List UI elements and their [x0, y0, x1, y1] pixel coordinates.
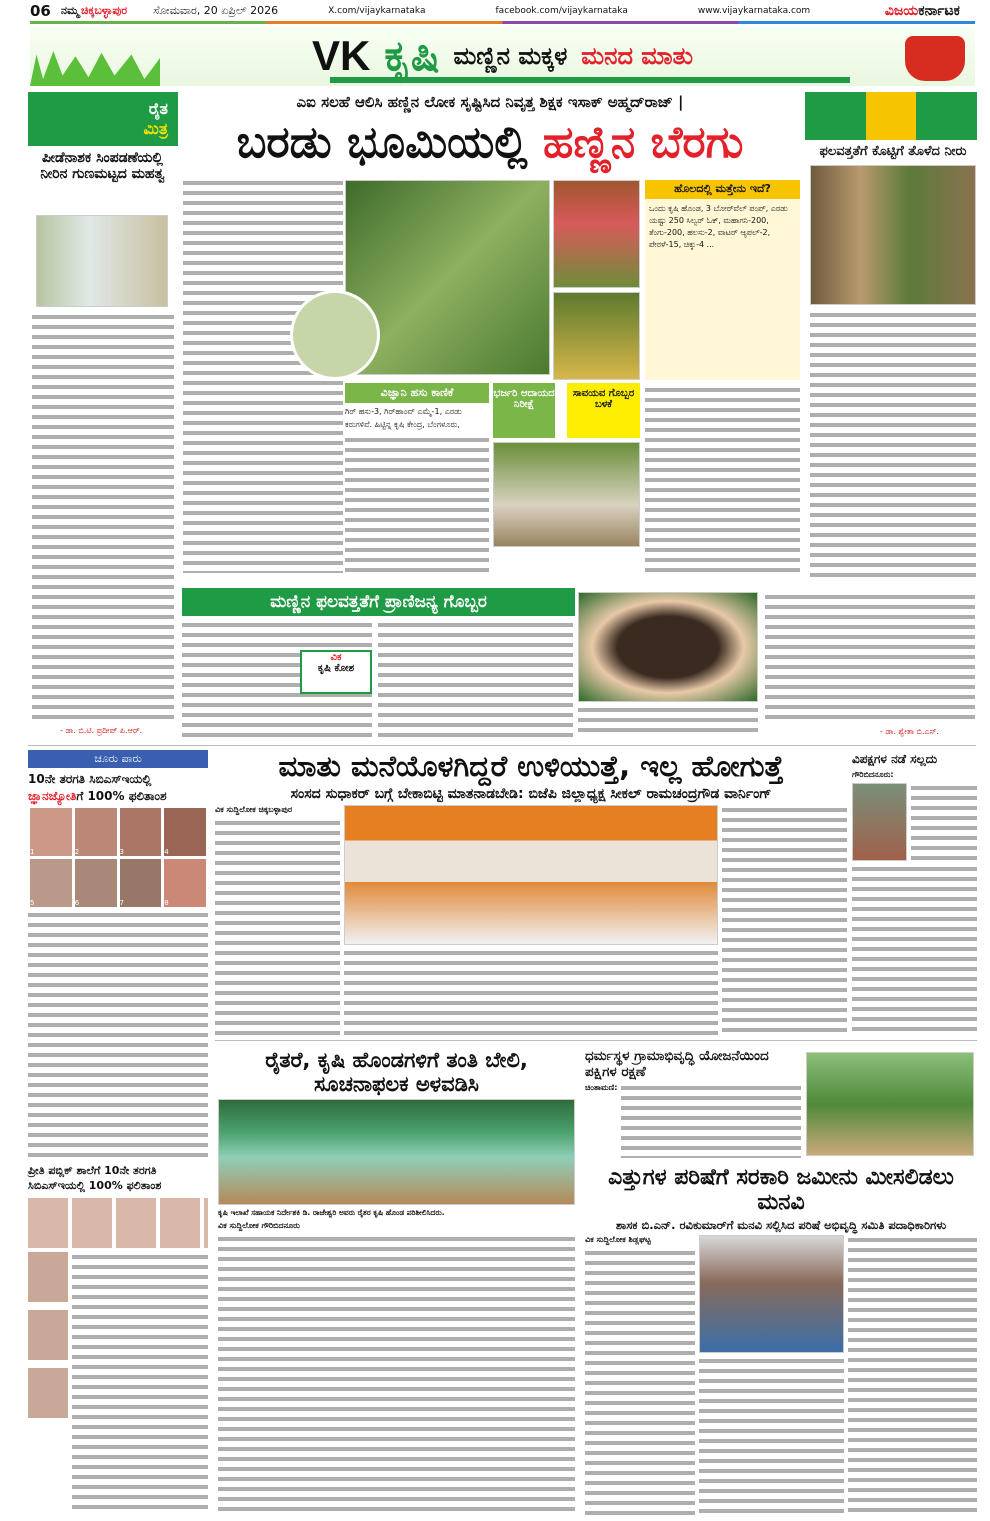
- vk-logo: VK: [312, 32, 371, 79]
- fence-dateline: ವಿಕ ಸುದ್ದಿಲೋಕ ಗೌರಿಬಿದನೂರು: [218, 1221, 300, 1231]
- grass-left: [30, 51, 160, 86]
- opposition-headline: ವಿಪಕ್ಷಗಳ ನಡೆ ಸಲ್ಲದು: [852, 752, 938, 766]
- birds-headline: ಧರ್ಮಸ್ಥಳ ಗ್ರಾಮಾಭಿವೃದ್ಧಿ ಯೋಜನೆಯಿಂದ ಪಕ್ಷಿಗಳ ರಕ್ಷಣೆ: [585, 1048, 769, 1081]
- right-top-body: [810, 310, 976, 577]
- politics-body-3: [722, 805, 847, 1036]
- bits-column-2: [28, 1163, 208, 1515]
- bits-body-2: [72, 1252, 208, 1515]
- fair-story: [585, 1165, 977, 1516]
- bits-header: ಚೂರು ಪಾರು: [28, 750, 208, 768]
- bits-headline-2: ಪ್ರೀತಿ ಪಬ್ಲಿಕ್ ಶಾಲೆಗೆ 10ನೇ ತರಗತಿ ಸಿಬಿಎಸ್‌ಇಯಲ್ಲಿ 100% ಫಲಿತಾಂಶ: [28, 1164, 162, 1193]
- left-top-byline: - ಡಾ. ಬಿ.ಟಿ. ಪ್ರದೀಪ್ ಪಿ.ಆರ್.: [60, 726, 143, 735]
- melon-photo: [290, 290, 380, 380]
- politics-story: [215, 750, 847, 1036]
- organic-label: ಸಾವಯವ ಗೊಬ್ಬರ ಬಳಕೆ: [567, 383, 640, 438]
- fair-subhead: ಶಾಸಕ ಬಿ.ಎನ್. ರವಿಕುಮಾರ್‌ಗೆ ಮನವಿ ಸಲ್ಲಿಸಿದ ಪರಿಷೆ ಅಭಿವೃದ್ಧಿ ಸಮಿತಿ ಪದಾಧಿಕಾರಿಗಳು: [615, 1217, 947, 1232]
- fair-dateline: ವಿಕ ಸುದ್ದಿಲೋಕ ಶಿಡ್ಲಘಟ್ಟ: [585, 1234, 651, 1244]
- fair-headline: ಎತ್ತುಗಳ ಪರಿಷೆಗೆ ಸರಕಾರಿ ಜಮೀನು ಮೀಸಲಿಡಲು ಮನವಿ: [608, 1165, 954, 1216]
- vk-krishi-banner: [30, 26, 975, 86]
- politics-subhead: ಸಂಸದ ಸುಧಾಕರ್ ಬಗ್ಗೆ ಬೇಕಾಬಿಟ್ಟಿ ಮಾತನಾಡಬೇಡಿ: ಬಿಜೆಪಿ ಜಿಲ್ಲಾಧ್ಯಕ್ಷ ಸೀಕಲ್ ರಾಮಚಂದ್ರಗೌಡ ವಾರ್ನಿಂಗ್: [290, 786, 772, 803]
- fair-petition-photo: [699, 1235, 844, 1353]
- student-photo: 1: [30, 808, 72, 856]
- section-divider-2: [215, 1040, 977, 1041]
- right-logo-box: [805, 92, 977, 140]
- masthead: [0, 0, 990, 22]
- krishi-kosha-badge: ವಿಕ ಕೃಷಿ ಕೋಶ: [300, 650, 372, 694]
- student-photo: 4: [164, 808, 206, 856]
- farmer-standing-photo: [493, 442, 640, 547]
- student-photo: 2: [75, 808, 117, 856]
- water-glasses-photo: [36, 215, 168, 307]
- manure-headline: ಮಣ್ಣಿನ ಫಲವತ್ತತೆಗೆ ಪ್ರಾಣಿಜನ್ಯ ಗೊಬ್ಬರ: [182, 588, 575, 616]
- color-rule: [30, 21, 975, 24]
- section-divider: [28, 745, 976, 746]
- student-photo: 6: [75, 859, 117, 907]
- tractor-icon: [905, 36, 965, 81]
- edition: ಚಿಕ್ಕಬಳ್ಳಾಪುರ: [80, 4, 128, 17]
- opposition-body: [911, 783, 977, 861]
- birds-dateline: ಚಿಂತಾಮಣಿ:: [585, 1083, 618, 1093]
- facebook-link[interactable]: facebook.com/vijaykarnataka: [495, 6, 628, 16]
- opposition-story: [852, 752, 977, 1036]
- raitha-mitra-badge: ರೈತ ಮಿತ್ರ: [28, 92, 178, 146]
- farm-pond-photo: [218, 1099, 575, 1205]
- compost-photo: [578, 592, 758, 702]
- manure-body-4: [765, 592, 975, 722]
- science-column: [345, 406, 489, 575]
- bits-column: [28, 750, 208, 1160]
- left-top-body: [32, 312, 174, 722]
- mango-photo: [553, 292, 640, 380]
- opposition-body-2: [852, 864, 977, 1036]
- income-label: ಭರ್ಜರಿ ಆದಾಯದ ನಿರೀಕ್ಷೆ: [493, 383, 555, 438]
- box-text: ಒಂದು ಕೃಷಿ ಹೊಂಡ, 3 ಬೋರ್‌ವೆಲ್ ಪಂಪ್, ಎರಡು ಯಷ್ಟು 250 ಸಿಲ್ವರ್ ಓಕ್, ಮಹಾಗನಿ-200, ತೆಂಗು-200, ಹಲಸು-2, ವಾಟರ್ ಆ್ಯಪಲ್-2, ಪೇರಳೆ-15, ಚಿಕ್ಕು-4 ...: [649, 203, 788, 249]
- lead-kicker: ಎಐ ಸಲಹೆ ಆಲಿಸಿ ಹಣ್ಣಿನ ಲೋಕ ಸೃಷ್ಟಿಸಿದ ನಿವೃತ್ತ ಶಿಕ್ಷಕ ಇಸಾಕ್ ಅಹ್ಮದ್‌ರಾಜ್ |: [296, 93, 684, 111]
- banner-tag-a: ಮಣ್ಣಿನ ಮಕ್ಕಳ: [453, 42, 568, 70]
- birds-body: [621, 1083, 801, 1158]
- politics-dateline: ವಿಕ ಸುದ್ದಿಲೋಕ ಚಿಕ್ಕಬಳ್ಳಾಪುರ: [215, 805, 293, 815]
- politics-body-2: [344, 948, 718, 1036]
- politics-body-1: [215, 818, 340, 1036]
- woman-portrait-photo: [852, 783, 907, 861]
- fence-story: [218, 1048, 575, 1516]
- student-photo: 3: [120, 808, 162, 856]
- fair-body-2: [699, 1356, 844, 1516]
- edition-prefix: ನಮ್ಮ: [60, 4, 79, 17]
- water-apple-photo: [553, 180, 640, 288]
- logo-emblem: [866, 92, 916, 140]
- birds-story: [585, 1048, 801, 1158]
- science-text: ಗಿರ್ ಹಸು-3, ಗಿರ್‌ಹಾಂವ್ ಎಮ್ಮೆ-1, ಎರಡು ಕರುಗಳಿವೆ. ಹಿಟ್ಟಿನ್ನ ಕೃಷಿ ಕೇಂದ್ರ, ಬೆಂಗಳೂರು,: [345, 407, 462, 429]
- student-photos: [28, 808, 208, 907]
- fence-caption: ಕೃಷಿ ಇಲಾಖೆ ಸಹಾಯಕ ನಿರ್ದೇಶಕಿ ಡಿ. ರಾಜೇಶ್ವರಿ ಅವರು ರೈತರ ಕೃಷಿ ಹೊಂಡ ಪರಿಶೀಲಿಸಿದರು.: [218, 1208, 445, 1218]
- lead-body-col3: [645, 385, 800, 575]
- right-top-headline: ಫಲವತ್ತತೆಗೆ ಕೊಟ್ಟಿಗೆ ತೊಳೆದ ನೀರು: [819, 144, 967, 159]
- banner-tag-b: ಮನದ ಮಾತು: [581, 42, 693, 70]
- preethi-student-photos: [28, 1198, 208, 1248]
- manure-body-2: [378, 620, 573, 738]
- birds-photo: [806, 1052, 974, 1156]
- more-on-farm-box: [645, 180, 800, 380]
- right-top-column: [810, 145, 976, 577]
- lead-body-col2: [345, 435, 489, 575]
- bjp-press-photo: [344, 805, 718, 945]
- krishi-logo: ಕೃಷಿ: [384, 31, 440, 80]
- web-link[interactable]: www.vijaykarnataka.com: [697, 6, 811, 16]
- opposition-dateline: ಗೌರಿಬಿದನೂರು:: [852, 770, 894, 779]
- box-title: ಹೊಲದಲ್ಲಿ ಮತ್ತೇನು ಇದೆ?: [645, 180, 800, 199]
- manure-body-3: [578, 705, 758, 738]
- science-label: ವಿಜ್ಞಾನಿ ಹಸು ಕಾಣಿಕೆ: [345, 383, 489, 403]
- manure-byline: - ಡಾ. ಶ್ವೇತಾ ಬಿ.ಎಸ್.: [880, 727, 939, 736]
- student-photo: 8: [164, 859, 206, 907]
- page-number: 06: [30, 2, 51, 20]
- bits-body: [28, 910, 208, 1160]
- fence-body: [218, 1234, 575, 1516]
- brand-logo: ವಿಜಯಕರ್ನಾಟಕ: [884, 3, 960, 19]
- student-photo: 5: [30, 859, 72, 907]
- left-top-headline: ಪೀಡೆನಾಶಕ ಸಿಂಪಡಣೆಯಲ್ಲಿ ನೀರಿನ ಗುಣಮಟ್ಟದ ಮಹತ್ವ: [40, 150, 165, 183]
- fence-headline: ರೈತರೆ, ಕೃಷಿ ಹೊಂಡಗಳಿಗೆ ತಂತಿ ಬೇಲಿ, ಸೂಚನಾಫಲಕ ಅಳವಡಿಸಿ: [265, 1048, 528, 1097]
- bits-headline: 10ನೇ ತರಗತಿ ಸಿಬಿಎಸ್‌ಇಯಲ್ಲಿ ಜ್ಞಾನಜ್ಯೋತಿಗೆ 100% ಫಲಿತಾಂಶ: [28, 772, 167, 803]
- lead-headline: ಬರಡು ಭೂಮಿಯಲ್ಲಿ ಹಣ್ಣಿನ ಬೆರಗು: [236, 117, 744, 168]
- date: ಸೋಮವಾರ, 20 ಏಪ್ರಿಲ್ 2026: [153, 4, 279, 17]
- x-link[interactable]: X.com/vijaykarnataka: [328, 6, 426, 16]
- student-photo: 7: [120, 859, 162, 907]
- trees-photo: [810, 165, 976, 305]
- fair-body-1: [585, 1248, 695, 1516]
- fair-body-3: [848, 1235, 977, 1516]
- politics-headline: ಮಾತು ಮನೆಯೊಳಗಿದ್ದರೆ ಉಳಿಯುತ್ತೆ, ಇಲ್ಲ ಹೋಗುತ್ತೆ: [278, 749, 784, 783]
- preethi-side-photos: [28, 1252, 68, 1422]
